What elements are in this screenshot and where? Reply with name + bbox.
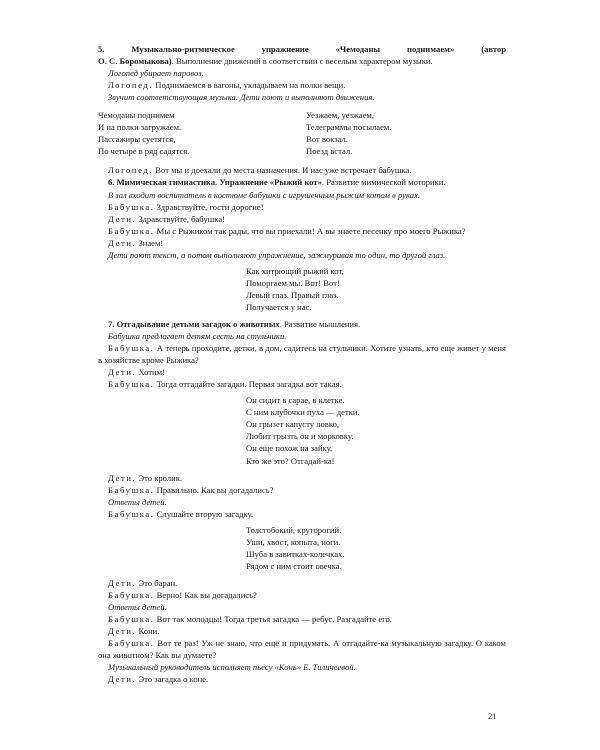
stage-direction: Ответы детей. [108,496,167,507]
section-5-subtitle [98,55,506,67]
dialogue-line [98,673,506,685]
verse-line: Уши, хвост, копыта, ноги. [246,536,341,547]
section-6-heading: 6. Мимическая гимнастика. Упражнение «Рыжий кот» [108,177,322,188]
dialogue-line [98,589,506,601]
verse-line: Толстобокий, круторогий. [246,524,342,535]
dialogue-line [98,366,506,378]
song-verse-right [298,109,506,157]
dialogue-text: Знаем! [136,237,164,248]
verse-line: Уезжаем, уезжаем, [306,110,375,121]
dialogue-text: Слушайте вторую загадку. [154,508,254,519]
verse-line: Он сидит в сарае, в клетке. [246,395,345,406]
stage-direction: Ответы детей. [108,602,167,613]
song-verse [246,265,506,313]
verse-line: Левый глаз. Правый глаз. [246,289,339,300]
stage-direction: Дети поют текст, а потом выполняют упражнение, зажмуривая то один, то другой глаз. [108,249,446,260]
section-5-title-word: (автор [481,44,506,54]
dialogue-text: Это баран. [136,577,178,588]
speaker-name: Бабушка. [108,225,155,236]
section-5-description: . Выполнение движений в соответствии с веселым характером музыки. [171,56,433,67]
speaker-name: Дети. [108,472,137,483]
dialogue-line [98,213,506,225]
section-7-title [98,318,506,330]
stage-direction: Логопед убирает паровоз. [108,68,204,79]
dialogue-text: Вот так молодцы! Тогда третья загадка — ребус. Разгадайте его. [154,614,392,625]
dialogue-text: Поднимаемся в вагоны, укладываем на полки вещи. [153,80,346,91]
dialogue-text: Вот те раз! Уж не знаю, что еще и придумать. А отгадайте-ка музыкальную загадку. О каком она животном? Как вы думаете? [98,638,506,661]
song-verse-left [98,109,298,157]
page-number: 21 [488,711,497,721]
stage-direction: Бабушка предлагает детям сесть на стульчики. [108,331,287,342]
speaker-name: Дети. [108,237,137,248]
verse-line: Вот вокзал. [306,134,348,145]
speaker-name: Бабушка. [108,343,155,354]
page-content [98,43,506,685]
speaker-name: Дети. [108,626,137,637]
section-6-title [98,176,506,188]
speaker-name: Бабушка. [108,201,155,212]
speaker-name: Бабушка. [108,589,155,600]
section-5-title-word: «Чемоданы [335,44,381,54]
speaker-name: Дети. [108,674,137,685]
dialogue-line [98,577,506,589]
section-7-description: . Развитие мышления. [279,318,361,329]
speaker-name: Бабушка. [108,638,155,649]
dialogue-text: Хотим! [136,367,165,378]
speaker-name: Дети. [108,213,137,224]
speaker-name: Логопед. [108,165,154,176]
dialogue-text: Вот мы и доехали до места назначения. И нас уже встречает бабушка. [153,165,412,176]
section-6-description: . Развитие мимической моторики. [321,177,446,188]
section-5-title-word: 5. [98,44,105,54]
speaker-name: Дети. [108,367,137,378]
speaker-name: Бабушка. [108,614,155,625]
speaker-name: Дети. [108,577,137,588]
verse-line: Кто же это? Отгадай-ка! [246,455,335,466]
dialogue-line [98,508,506,520]
verse-line: Поморгаем мы. Вот! Вот! [246,277,340,288]
dialogue-text: А теперь проходите, детки, в дом, садитесь на стульчики. Хотите узнать, кто еще живет у меня в хозяйстве кроме Рыжика? [98,343,506,366]
section-5-title-word: упражнение [261,44,309,54]
verse-line: Получается у нас. [246,301,312,312]
verse-line: И на полки загружаем. [98,122,182,133]
section-7-heading: 7. Отгадывание детьми загадок о животных [108,318,280,329]
verse-line: Телеграммы посылаем. [306,122,392,133]
dialogue-text: Правильно. Как вы догадались? [154,484,274,495]
section-5-title [98,43,506,55]
dialogue-text: Верно! Как вы догадались? [154,589,257,600]
dialogue-line [98,625,506,637]
dialogue-line [98,79,506,91]
verse-line: По четыре в ряд садятся. [98,146,190,157]
speaker-name: Бабушка. [108,484,155,495]
verse-line: С ним клубочки пуха — детки. [246,407,360,418]
speaker-name: Логопед. [108,80,154,91]
stage-direction: Звучит соответствующая музыка. Дети поют и выполняют движения. [108,92,375,103]
dialogue-text: Здравствуйте, бабушка! [136,213,225,224]
dialogue-text: Кони. [136,626,160,637]
verse-line: Поезд встал. [306,146,353,157]
riddle-2 [246,524,506,572]
dialogue-line [98,237,506,249]
dialogue-line [98,225,506,237]
dialogue-text: Мы с Рыжиком так рады, что вы приехали! А вы знаете песенку про моего Рыжика? [154,225,466,236]
dialogue-line [98,472,506,484]
dialogue-line [98,378,506,390]
dialogue-text: Тогда отгадайте загадки. Первая загадка вот такая. [154,379,342,390]
dialogue-line [98,484,506,496]
verse-line: Любит грызть он и морковку. [246,431,354,442]
riddle-1 [246,394,506,466]
section-5-title-word: поднимаем» [407,44,455,54]
song-verse-two-column [98,109,506,157]
dialogue-line [98,164,506,176]
speaker-name: Бабушка. [108,508,155,519]
verse-line: Пассажиры суетятся, [98,134,176,145]
dialogue-text: Здравствуйте, гости дорогие! [154,201,264,212]
stage-direction: В зал входит воспитатель в костюме бабушки с игрушечным рыжим котом в руках. [108,189,421,200]
verse-line: Чемоданы поднимем [98,110,175,121]
dialogue-line [98,637,506,661]
section-5-author: О. С. Боромыкова) [98,56,172,67]
section-5-title-word: Музыкально-ритмическое [131,44,235,54]
dialogue-text: Это загадка о коне. [136,674,209,685]
dialogue-line [98,201,506,213]
verse-line: Он грызет капусту ловко, [246,419,340,430]
speaker-name: Бабушка. [108,379,155,390]
verse-line: Он еще похож на зайку. [246,443,333,454]
dialogue-line [98,342,506,366]
stage-direction: Музыкальный руководитель исполняет пьесу «Конь» Е. Тиличеевой. [108,662,356,673]
dialogue-text: Это кролик. [136,472,183,483]
verse-line: Рядом с ним стоит овечка. [246,560,342,571]
dialogue-line [98,613,506,625]
verse-line: Как хитрющий рыжий кот, [246,265,344,276]
verse-line: Шуба в завитках-колечках. [246,548,345,559]
